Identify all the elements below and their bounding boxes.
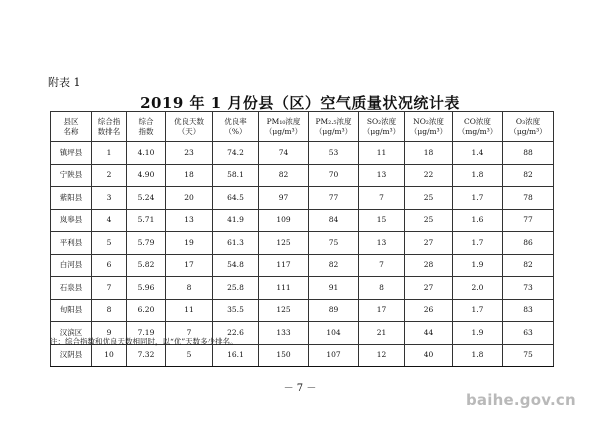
table-cell: 7.32 (127, 344, 166, 367)
table-cell: 7 (359, 187, 405, 210)
table-cell: 125 (259, 232, 309, 255)
column-header: 县区 名称 (51, 112, 92, 142)
table-cell: 5.79 (127, 232, 166, 255)
table-cell: 5.24 (127, 187, 166, 210)
column-header: 优良天数 （天） (166, 112, 213, 142)
table-cell: 2.0 (453, 277, 503, 300)
table-cell: 10 (92, 344, 127, 367)
table-cell: 23 (166, 142, 213, 165)
table-cell: 27 (405, 232, 453, 255)
table-cell: 18 (405, 142, 453, 165)
table-header-row (51, 112, 554, 142)
column-header: CO浓度 （mg/m³） (453, 112, 503, 142)
column-header: 综合 指数 (127, 112, 166, 142)
county-name-cell: 汉阴县 (51, 344, 92, 367)
table-cell: 1.9 (453, 254, 503, 277)
table-cell: 44 (405, 322, 453, 345)
table-row (51, 187, 554, 210)
table-cell: 35.5 (213, 299, 259, 322)
table-cell: 58.1 (213, 164, 259, 187)
table-cell: 5.96 (127, 277, 166, 300)
table-cell: 1.7 (453, 299, 503, 322)
county-name-cell: 岚皋县 (51, 209, 92, 232)
table-cell: 17 (166, 254, 213, 277)
table-cell: 7.19 (127, 322, 166, 345)
table-cell: 64.5 (213, 187, 259, 210)
table-cell: 97 (259, 187, 309, 210)
table-cell: 3 (92, 187, 127, 210)
table-row (51, 164, 554, 187)
table-cell: 75 (503, 344, 554, 367)
table-cell: 84 (309, 209, 359, 232)
table-cell: 6 (92, 254, 127, 277)
table-cell: 26 (405, 299, 453, 322)
table-cell: 54.8 (213, 254, 259, 277)
table-cell: 91 (309, 277, 359, 300)
table-cell: 61.3 (213, 232, 259, 255)
table-cell: 75 (309, 232, 359, 255)
table-cell: 5.82 (127, 254, 166, 277)
table-cell: 13 (166, 209, 213, 232)
table-cell: 107 (309, 344, 359, 367)
table-cell: 74 (259, 142, 309, 165)
table-cell: 13 (359, 232, 405, 255)
table-cell: 1.8 (453, 344, 503, 367)
table-cell: 1.6 (453, 209, 503, 232)
table-cell: 20 (166, 187, 213, 210)
table-cell: 1.4 (453, 142, 503, 165)
county-name-cell: 宁陕县 (51, 164, 92, 187)
table-cell: 25 (405, 187, 453, 210)
table-cell: 77 (503, 209, 554, 232)
table-cell: 18 (166, 164, 213, 187)
table-cell: 1.7 (453, 232, 503, 255)
table-cell: 8 (166, 277, 213, 300)
table-cell: 78 (503, 187, 554, 210)
county-name-cell: 白河县 (51, 254, 92, 277)
table-cell: 27 (405, 277, 453, 300)
table-cell: 82 (259, 164, 309, 187)
table-row (51, 142, 554, 165)
table-cell: 74.2 (213, 142, 259, 165)
county-name-cell: 旬阳县 (51, 299, 92, 322)
column-header: SO₂浓度 （μg/m³） (359, 112, 405, 142)
table-cell: 89 (309, 299, 359, 322)
table-cell: 4 (92, 209, 127, 232)
table-cell: 17 (359, 299, 405, 322)
table-cell: 111 (259, 277, 309, 300)
column-header: 优良率 （%） (213, 112, 259, 142)
table-cell: 4.90 (127, 164, 166, 187)
table-cell: 9 (92, 322, 127, 345)
table-cell: 15 (359, 209, 405, 232)
table-cell: 7 (92, 277, 127, 300)
table-row (51, 254, 554, 277)
table-cell: 133 (259, 322, 309, 345)
column-header: NO₂浓度 （μg/m³） (405, 112, 453, 142)
table-cell: 5.71 (127, 209, 166, 232)
county-name-cell: 镇坪县 (51, 142, 92, 165)
table-cell: 6.20 (127, 299, 166, 322)
table-cell: 8 (359, 277, 405, 300)
table-cell: 82 (503, 254, 554, 277)
table-cell: 12 (359, 344, 405, 367)
county-name-cell: 石泉县 (51, 277, 92, 300)
table-cell: 11 (359, 142, 405, 165)
table-cell: 117 (259, 254, 309, 277)
county-name-cell: 紫阳县 (51, 187, 92, 210)
table-cell: 22.6 (213, 322, 259, 345)
table-cell: 7 (166, 322, 213, 345)
table-note: 注：综合指数和优良天数相同时，以“优”天数多少排名。 (50, 337, 238, 346)
table-cell: 86 (503, 232, 554, 255)
table-cell: 88 (503, 142, 554, 165)
table-row (51, 232, 554, 255)
table-cell: 7 (359, 254, 405, 277)
air-quality-table (50, 111, 554, 367)
table-cell: 28 (405, 254, 453, 277)
table-row (51, 344, 554, 367)
table-cell: 4.10 (127, 142, 166, 165)
table-cell: 13 (359, 164, 405, 187)
table-cell: 22 (405, 164, 453, 187)
table-row (51, 209, 554, 232)
table-cell: 73 (503, 277, 554, 300)
column-header: 综合指 数排名 (92, 112, 127, 142)
watermark: baihe.gov.cn (466, 391, 576, 409)
table-cell: 16.1 (213, 344, 259, 367)
table-row (51, 299, 554, 322)
table-cell: 11 (166, 299, 213, 322)
table-cell: 109 (259, 209, 309, 232)
table-cell: 83 (503, 299, 554, 322)
table-cell: 77 (309, 187, 359, 210)
county-name-cell: 平利县 (51, 232, 92, 255)
column-header: PM₁₀浓度 （μg/m³） (259, 112, 309, 142)
table-cell: 1.7 (453, 187, 503, 210)
table-cell: 82 (503, 164, 554, 187)
table-cell: 104 (309, 322, 359, 345)
attachment-label: 附表 1 (48, 76, 81, 89)
table-cell: 5 (166, 344, 213, 367)
table-cell: 125 (259, 299, 309, 322)
table-cell: 19 (166, 232, 213, 255)
table-cell: 53 (309, 142, 359, 165)
column-header: PM₂.₅浓度 （μg/m³） (309, 112, 359, 142)
county-name-cell: 汉滨区 (51, 322, 92, 345)
table-cell: 63 (503, 322, 554, 345)
table-title: 2019 年 1 月份县（区）空气质量状况统计表 (140, 94, 460, 112)
page-number: － 7 － (283, 383, 317, 394)
table-cell: 8 (92, 299, 127, 322)
table-cell: 5 (92, 232, 127, 255)
table-cell: 2 (92, 164, 127, 187)
table-row (51, 277, 554, 300)
table-cell: 25 (405, 209, 453, 232)
table-cell: 70 (309, 164, 359, 187)
table-cell: 41.9 (213, 209, 259, 232)
table-cell: 150 (259, 344, 309, 367)
table-cell: 1 (92, 142, 127, 165)
table-cell: 21 (359, 322, 405, 345)
column-header: O₃浓度 （μg/m³） (503, 112, 554, 142)
table-cell: 25.8 (213, 277, 259, 300)
table-cell: 40 (405, 344, 453, 367)
table-cell: 1.9 (453, 322, 503, 345)
table-cell: 82 (309, 254, 359, 277)
table-cell: 1.8 (453, 164, 503, 187)
